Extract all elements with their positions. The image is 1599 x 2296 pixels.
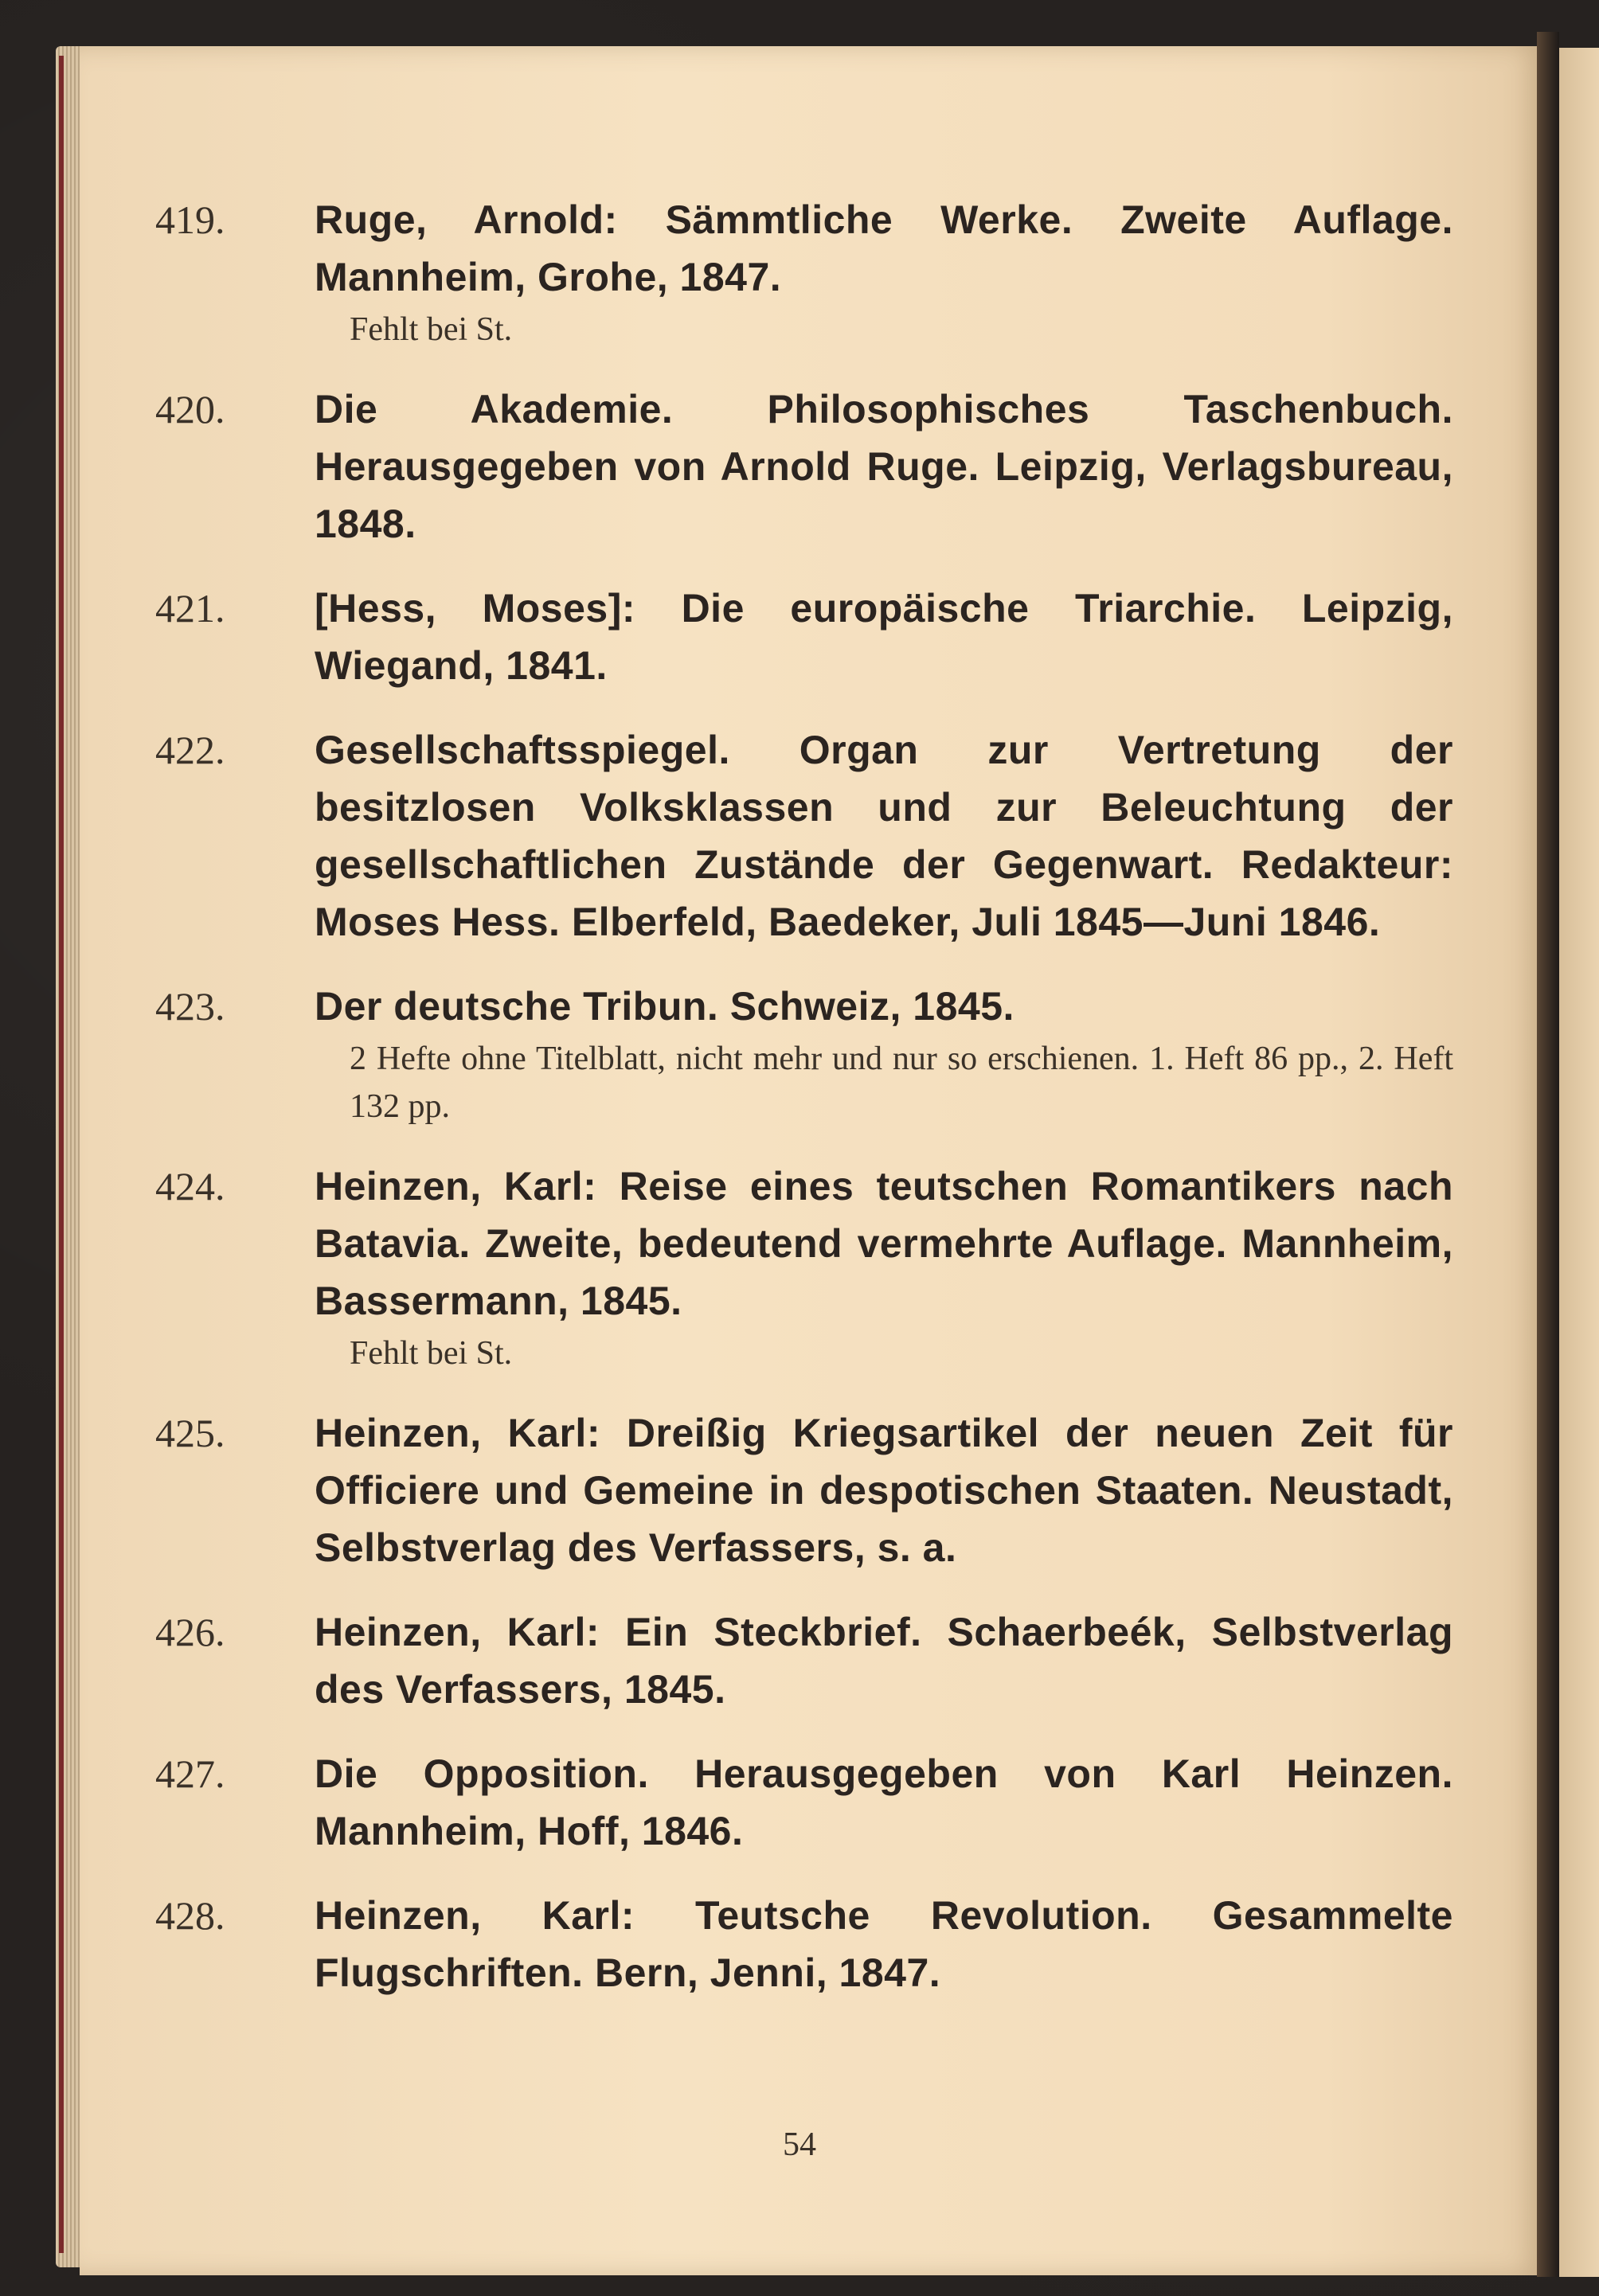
entry-427: [155, 1745, 1453, 1860]
entry-number: 425.: [155, 1411, 225, 1455]
entry-428: [155, 1887, 1453, 2001]
entry-number: 420.: [155, 387, 225, 431]
entry-number: 423.: [155, 984, 225, 1029]
entry-title: Heinzen, Karl: Teutsche Revolution. Gesammelte Flugschriften. Bern, Jenni, 1847.: [315, 1893, 1453, 1995]
entry-title: Heinzen, Karl: Reise eines teutschen Romantikers nach Batavia. Zweite, bedeutend vermehrte Auflage. Mannheim, Bassermann, 1845.: [315, 1164, 1453, 1323]
entry-number: 428.: [155, 1893, 225, 1938]
entry-title: Gesellschaftsspiegel. Organ zur Vertretung der besitzlosen Volksklassen und zur Beleuchtung der gesellschaftlichen Zustände der Gegenwart. Redakteur: Moses Hess. Elberfeld, Baedeker, Juli 1845—Juni 1846.: [315, 728, 1453, 944]
entry-title: [Hess, Moses]: Die europäische Triarchie. Leipzig, Wiegand, 1841.: [315, 586, 1453, 688]
entry-number: 421.: [155, 586, 225, 631]
entry-424: [155, 1158, 1453, 1377]
entry-423: [155, 978, 1453, 1130]
facing-page: [1559, 48, 1599, 2277]
entry-title: Ruge, Arnold: Sämmtliche Werke. Zweite Auflage. Mannheim, Grohe, 1847.: [315, 197, 1453, 299]
spine-shadow: [1537, 32, 1559, 2277]
entry-title: Die Opposition. Herausgegeben von Karl Heinzen. Mannheim, Hoff, 1846.: [315, 1751, 1453, 1853]
entry-note: Fehlt bei St.: [350, 1335, 513, 1372]
entry-number: 426.: [155, 1610, 225, 1654]
entry-number: 424.: [155, 1164, 225, 1209]
entry-title: Der deutsche Tribun. Schweiz, 1845.: [315, 984, 1015, 1029]
entry-419: [155, 191, 1453, 353]
entry-number: 419.: [155, 197, 225, 242]
entry-title: Heinzen, Karl: Dreißig Kriegsartikel der neuen Zeit für Officiere und Gemeine in despotischen Staaten. Neustadt, Selbstverlag des Verfassers, s. a.: [315, 1411, 1453, 1570]
entry-note: 2 Hefte ohne Titelblatt, nicht mehr und nur so erschienen. 1. Heft 86 pp., 2. Heft 132 pp.: [350, 1041, 1453, 1125]
cover-edge: [59, 56, 64, 2253]
bibliography-list: [155, 191, 1453, 2029]
entry-number: 422.: [155, 728, 225, 772]
entry-title: Die Akademie. Philosophisches Taschenbuch. Herausgegeben von Arnold Ruge. Leipzig, Verlagsbureau, 1848.: [315, 387, 1453, 546]
entry-425: [155, 1404, 1453, 1576]
entry-421: [155, 580, 1453, 694]
entry-420: [155, 381, 1453, 553]
page-number: 54: [783, 2126, 816, 2163]
entry-number: 427.: [155, 1751, 225, 1796]
entry-422: [155, 721, 1453, 951]
entry-title: Heinzen, Karl: Ein Steckbrief. Schaerbeék, Selbstverlag des Verfassers, 1845.: [315, 1610, 1453, 1712]
entry-426: [155, 1603, 1453, 1718]
entry-note: Fehlt bei St.: [350, 311, 513, 348]
